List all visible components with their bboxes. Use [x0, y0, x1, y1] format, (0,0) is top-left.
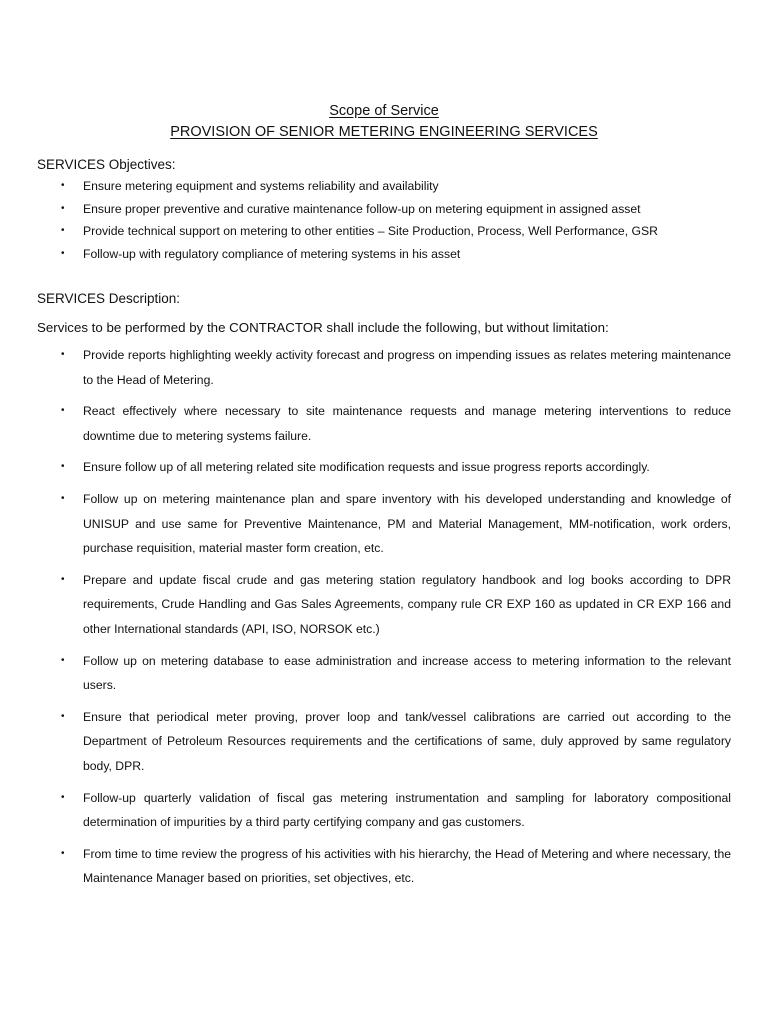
- document-subtitle: PROVISION OF SENIOR METERING ENGINEERING SERVICES: [170, 124, 598, 140]
- description-text: Follow-up quarterly validation of fiscal gas metering instrumentation and sampling for laboratory compositional determination of impurities by a third party certifying company and gas customers.: [83, 790, 731, 830]
- objective-text: Follow-up with regulatory compliance of metering systems in his asset: [83, 246, 461, 261]
- description-text: Follow up on metering database to ease administration and increase access to metering information to the relevant users.: [83, 653, 731, 693]
- objective-item: [0, 177, 768, 200]
- bullet-icon: •: [61, 247, 65, 259]
- objective-text: Provide technical support on metering to other entities – Site Production, Process, Well Performance, GSR: [83, 224, 658, 238]
- bullet-icon: •: [61, 573, 65, 585]
- description-text: Ensure follow up of all metering related site modification requests and issue progress reports accordingly.: [83, 460, 650, 475]
- description-item: [0, 786, 768, 835]
- description-item: [0, 842, 768, 891]
- description-item: [0, 487, 768, 561]
- bullet-icon: •: [61, 202, 65, 214]
- description-heading: SERVICES Description:: [37, 291, 181, 306]
- description-item: [0, 705, 768, 779]
- objective-item: [0, 222, 768, 245]
- description-list: [0, 343, 768, 898]
- bullet-icon: •: [61, 791, 65, 803]
- bullet-icon: •: [61, 180, 65, 191]
- description-text: Provide reports highlighting weekly activity forecast and progress on impending issues as relates metering maintenance to the Head of Metering.: [83, 348, 731, 387]
- description-item: [0, 343, 768, 392]
- objective-item: [0, 200, 768, 223]
- bullet-icon: •: [61, 847, 65, 859]
- bullet-icon: •: [61, 225, 65, 236]
- objective-text: Ensure metering equipment and systems reliability and availability: [83, 179, 439, 193]
- description-text: Ensure that periodical meter proving, prover loop and tank/vessel calibrations are carried out according to the Department of Petroleum Resources requirements and the certifications of same, duly approved by same regulatory body, DPR.: [83, 709, 731, 773]
- objective-item: [0, 245, 768, 268]
- description-text: Prepare and update fiscal crude and gas metering station regulatory handbook and log books according to DPR requirements, Crude Handling and Gas Sales Agreements, company rule CR EXP 160 as updated in CR EXP 166 and other International standards (API, ISO, NORSOK etc.): [83, 572, 731, 636]
- objective-text: Ensure proper preventive and curative maintenance follow-up on metering equipment in assigned asset: [83, 201, 641, 216]
- description-item: [0, 649, 768, 698]
- bullet-icon: •: [61, 461, 65, 473]
- description-text: Follow up on metering maintenance plan and spare inventory with his developed understanding and knowledge of UNISUP and use same for Preventive Maintenance, PM and Material Management, MM-notification, work orders, purchase requisition, material master form creation, etc.: [83, 491, 731, 556]
- description-item: [0, 568, 768, 642]
- bullet-icon: •: [61, 710, 65, 722]
- bullet-icon: •: [61, 492, 65, 504]
- objectives-heading: SERVICES Objectives:: [37, 157, 176, 172]
- description-item: [0, 399, 768, 448]
- description-intro: Services to be performed by the CONTRACTOR shall include the following, but without limitation:: [37, 320, 609, 335]
- description-item: [0, 455, 768, 480]
- bullet-icon: •: [61, 654, 65, 666]
- bullet-icon: •: [61, 405, 65, 417]
- objectives-list: [0, 177, 768, 267]
- description-text: From time to time review the progress of his activities with his hierarchy, the Head of Metering and where necessary, the Maintenance Manager based on priorities, set objectives, etc.: [83, 846, 731, 886]
- description-text: React effectively where necessary to site maintenance requests and manage metering interventions to reduce downtime due to metering systems failure.: [83, 404, 731, 443]
- document-title: Scope of Service: [329, 103, 439, 119]
- bullet-icon: •: [61, 349, 65, 360]
